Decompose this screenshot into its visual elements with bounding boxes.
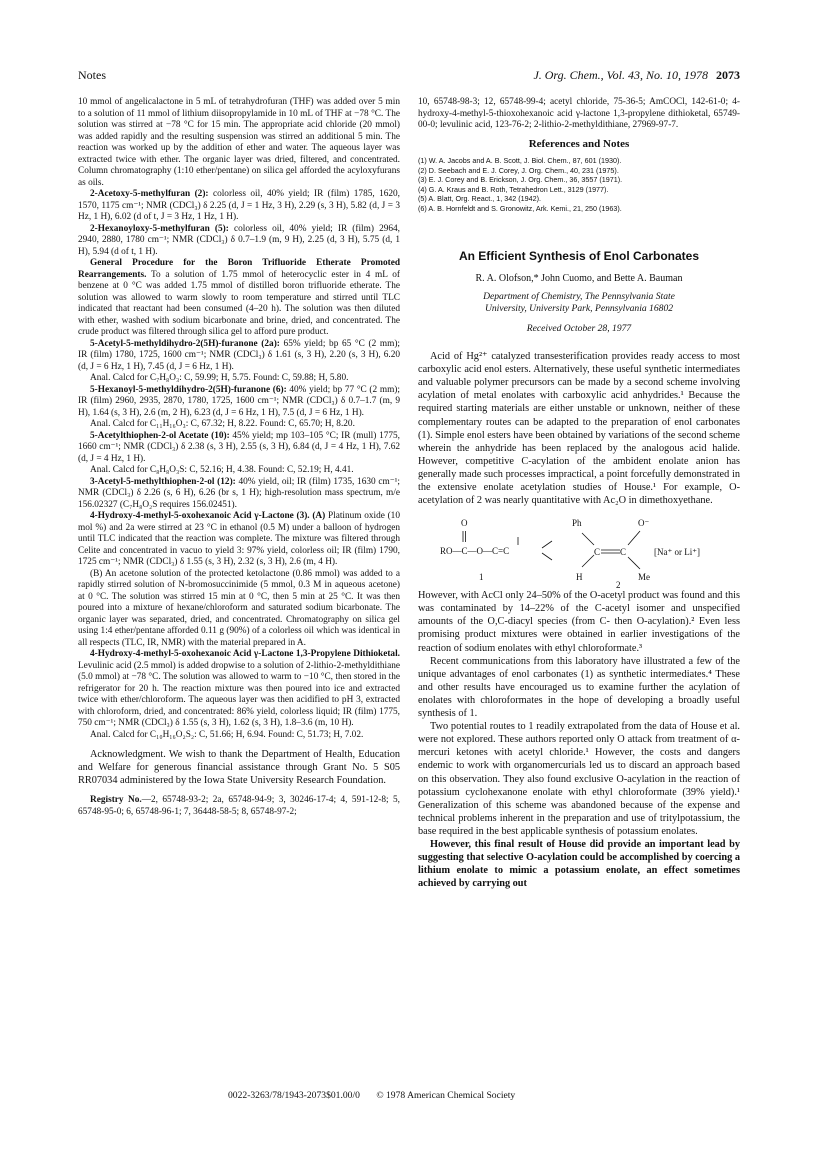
analysis-6: Anal. Calcd for C₁₁H₁₆O₃: C, 67.32; H, 8.22. Found: C, 65.70; H, 8.20. — [90, 419, 355, 429]
body-paragraph: Acid of Hg²⁺ catalyzed transesterification provides ready access to most carboxylic acid enol esters. Alternatively, these useful synthetic intermediates and valuable polymer precursors can be made by a second scheme involving acylation of metal enolates with carboxylic acid anhydrides.¹ Because the required starting materials are either unstable or unknown, neither of these complementary routes can be adapted to the preparation of enol carbonates (1). Simple enol esters have been obtained by variations of the second scheme wherein the anhydride has been replaced by the analogous acid halide. However, competitive C-acylation of the ambident enolate anion has generally made such processes impractical, a point forcefully demonstrated in the extensive enolate acetylation studies of House.¹ For example, O-acetylation of 2 was nearly quantitative with Ac₂O in dimethoxyethane. — [418, 351, 740, 507]
compound-2: 2-Acetoxy-5-methylfuran (2): colorless oil, 40% yield; IR (film) 1785, 1620, 1570, 1175 cm⁻¹; NMR (CDCl₃) δ 2.25 (d, J = 1 Hz, 3 H), 2.29 (s, 3 H), 5.82 (d, J = 3 Hz, 1 H), 6.02 (d of t, J = 3 Hz, 1 Hz, 1 H). — [78, 189, 401, 222]
registry-numbers: Registry No.—2, 65748-93-2; 2a, 65748-94-9; 3, 30246-17-4; 4, 591-12-8; 5, 65748-95-0; 6, 65748-96-1; 7, 36448-58-5; 8, 65748-97-2; — [78, 795, 400, 817]
article-body — [418, 350, 740, 890]
procedure-paragraph: 10 mmol of angelicalactone in 5 mL of tetrahydrofuran (THF) was added over 5 min to a solution of 11 mmol of lithium diisopropylamide in 10 mL of THF at −78 °C. The solution was stirred at −78 °C for 15 min. The appropriate acid chloride (20 mmol) was added rapidly and the resulting suspension was stirred an additional 5 min. The reaction was worked up by the addition of ether and water. The aqueous layer was extracted twice with ether. The organic layer was dried, filtered, and concentrated. Column chromatography (1:10 ether/pentane) on silica gel afforded the acyloxyfurans as oils. — [78, 97, 400, 188]
affiliation-line: University, University Park, Pennsylvania 16802 — [484, 302, 674, 314]
carbon-atom: C — [594, 547, 601, 558]
right-column — [418, 97, 740, 890]
references-list — [418, 156, 740, 214]
references-heading: References and Notes — [528, 137, 630, 150]
enolate-oxygen: O⁻ — [638, 518, 650, 529]
phenyl-label: Ph — [572, 518, 582, 529]
body-paragraph: However, with AcCl only 24–50% of the O-acetyl product was found and this was contaminated by 14–22% of the C-acetyl isomer and unspecified amounts of the O,C-diacyl species (from C- then O-acylation).² Even less promising product mixtures were obtained in earlier investigations of the reaction of sodium enolates with ethyl chloroformate.³ — [418, 590, 740, 654]
reference-item: (4) G. A. Kraus and B. Roth, Tetrahedron Lett., 3129 (1977). — [418, 184, 609, 194]
page-header — [78, 68, 740, 84]
methyl-label: Me — [638, 572, 650, 583]
hydrogen-label: H — [576, 572, 583, 583]
carbonyl-oxygen: O — [461, 518, 468, 529]
structure-1-label: 1 — [479, 572, 484, 583]
article-authors: R. A. Olofson,* John Cuomo, and Bette A. Bauman — [475, 273, 683, 285]
dithioketal-procedure: 4-Hydroxy-4-methyl-5-oxohexanoic Acid γ-Lactone 1,3-Propylene Dithioketal. Levulinic acid (2.5 mmol) is added dropwise to a solution of 2-lithio-2-methyldithiane (5.0 mmol) at −78 °C. The solution was allowed to warm to −10 °C, then stored in the refrigerator for 20 h. The reaction mixture was then poured into ice and extracted twice with ether/chloroform. The aqueous layer was then acidified to pH 3, extracted with chloroform, dried, and concentrated: 86% yield, colorless liquid; IR (film) 1775, 750 cm⁻¹; NMR (CDCl₃) δ 1.55 (s, 3 H), 1.62 (s, 3 H), 1.8–3.6 (m, 10 H). — [78, 649, 400, 728]
reference-item: (2) D. Seebach and E. J. Corey, J. Org. Chem., 40, 231 (1975). — [418, 165, 619, 175]
structure-2-label: 2 — [616, 580, 621, 591]
analysis-10: Anal. Calcd for C₈H₈O₃S: C, 52.16; H, 4.38. Found: C, 52.19; H, 4.41. — [90, 465, 354, 475]
registry-continuation: 10, 65748-98-3; 12, 65748-99-4; acetyl chloride, 75-36-5; AmCOCl, 142-61-0; 4-hydroxy-4-methyl-5-thioxohexanoic acid γ-lactone 1,3-propylene dithioketal, 65749-00-0; levulinic acid, 123-76-2; 2-lithio-2-methyldithiane, 27969-97-7. — [418, 97, 740, 130]
body-paragraph: Recent communications from this laboratory have illustrated a few of the unique advantages of enol carbonates (1) as synthetic intermediates.⁴ These and other results have encouraged us to examine further the acylation of enolates with chloroformates in the hope of developing a broadly useful synthesis of 1. — [418, 655, 740, 720]
compound-3-method-a: 4-Hydroxy-4-methyl-5-oxohexanoic Acid γ-Lactone (3). (A) Platinum oxide (10 mol %) and 2a were stirred at 23 °C in ethanol (0.5 M) under a balloon of hydrogen until TLC indicated that the reaction was complete. The mixture was filtered through Celite and concentrated in vacuo to yield 3: 97% yield, colorless oil; IR (film) 1790, 1725 cm⁻¹; NMR (CDCl₃) δ 1.55 (s, 3 H), 2.32 (s, 3 H), 2.6 (m, 4 H). — [78, 511, 400, 567]
page-number: 2073 — [716, 68, 740, 82]
article-affiliation — [418, 291, 740, 315]
compound-6: 5-Hexanoyl-5-methyldihydro-2(5H)-furanone (6): 40% yield; bp 77 °C (2 mm); IR (film) 2960, 2935, 2870, 1780, 1725, 1600 cm⁻¹; NMR (CDCl₃) δ 0.7–1.7 (m, 9 H), 1.64 (s, 3 H), 2.6 (m, 2 H), 6.23 (d, J = 6 Hz, 1 H), 7.5 (d, J = 6 Hz, 1 H). — [78, 384, 400, 418]
journal-name: J. Org. Chem., Vol. 43, No. 10, 1978 — [533, 68, 708, 82]
page-footer — [228, 1090, 529, 1101]
copyright-notice: © 1978 American Chemical Society — [376, 1090, 516, 1101]
analysis-dithioketal: Anal. Calcd for C₁₀H₁₆O₂S₂: C, 51.66; H, 6.94. Found: C, 51.73; H, 7.02. — [90, 729, 364, 740]
reference-item: (3) E. J. Corey and B. Erickson, J. Org. Chem., 36, 3557 (1971). — [418, 175, 623, 185]
section-label: Notes — [78, 68, 106, 82]
left-column — [78, 97, 400, 818]
general-procedure: General Procedure for the Boron Trifluoride Etherate Promoted Rearrangements. To a solution of 1.75 mmol of heterocyclic ester in 4 mL of benzene at 0 °C was added 1.75 mmol of distilled boron trifluoride etherate. The solution was allowed to warm slowly to room temperature and stirred until TLC indicated that reactant had been consumed (4–20 h). The solution was then diluted with ether, washed with sodium bicarbonate and brine, dried, and concentrated. The crude product was filtered through silica gel to afford pure product. — [78, 258, 400, 337]
compound-2a: 5-Acetyl-5-methyldihydro-2(5H)-furanone (2a): 65% yield; bp 65 °C (2 mm); IR (film) 1780, 1725, 1600 cm⁻¹; NMR (CDCl₃) δ 1.61 (s, 3 H), 2.20 (s, 3 H), 6.20 (d, J = 6 Hz, 1 H), 7.45 (d, J = 6 Hz, 1 H). — [78, 338, 401, 372]
affiliation-line: Department of Chemistry, The Pennsylvania State — [483, 290, 675, 302]
reference-item: (1) W. A. Jacobs and A. B. Scott, J. Biol. Chem., 87, 601 (1930). — [418, 156, 622, 165]
reference-item: (6) A. B. Hornfeldt and S. Gronowitz, Ark. Kemi., 21, 250 (1963). — [418, 203, 622, 213]
chemical-structures — [418, 511, 740, 589]
carbon-atom: C — [620, 547, 627, 558]
compound-3-method-b: (B) An acetone solution of the protected ketolactone (0.86 mmol) was added to a rapidly stirred solution of N-bromosuccinimide (5 mmol, 0.3 M in aqueous acetone) at 0 °C. The solution was stirred 15 min at 0 °C, then 5 min at 25 °C. It was then poured into a mixture of hexane/chloroform and saturated sodium bicarbonate. The organic layer was separated, dried, and concentrated. Chromatography on silica gel using 1:4 ether/pentane afforded 0.11 g (90%) of a colorless oil which was identical in all respects (TLC, IR, NMR) with the material prepared in A. — [78, 568, 400, 648]
compound-5: 2-Hexanoyloxy-5-methylfuran (5): colorless oil, 40% yield; IR (film) 2964, 2940, 2880, 1780 cm⁻¹; NMR (CDCl₃) δ 0.7–1.9 (m, 9 H), 2.25 (d, 3 H), 5.75 (d, 1 H), 5.94 (d of t, 1 H). — [78, 223, 400, 257]
reference-item: (5) A. Blatt, Org. React., 1, 342 (1942). — [418, 194, 542, 204]
article-code: 0022-3263/78/1943-2073$01.00/0 — [228, 1090, 360, 1101]
body-paragraph: Two potential routes to 1 readily extrapolated from the data of House et al. were not explored. These authors reported only O attack from treatment of α-mercuri ketones with acetyl chloride.¹ However, the costs and dangers endemic to work with organomercurials led us to discard an approach based on this observation. They also found exclusive O-acylation in the reaction of potassium cyclohexanone enolate with ethyl chloroformate (39% yield).¹ Generalization of this scheme was abandoned because of the expense and technical problems inherent in the preparation and use of tritylpotassium, the base required in the best applicable synthesis of potassium enolates. — [418, 721, 740, 837]
compound-12: 3-Acetyl-5-methylthiophen-2-ol (12): 40% yield, oil; IR (film) 1735, 1630 cm⁻¹; NMR (CDCl₃) δ 2.26 (s, 6 H), 6.26 (br s, 1 H); high-resolution mass spectrum, m/e 156.02327 (C₇H₈O₂S requires 156.02451). — [78, 476, 400, 510]
received-date: Received October 28, 1977 — [526, 322, 632, 334]
structure-1-formula: RO—C—O—C=C — [440, 546, 510, 557]
counterion-label: [Na⁺ or Li⁺] — [654, 547, 700, 558]
analysis-2a: Anal. Calcd for C₇H₈O₃: C, 59.99; H, 5.75. Found: C, 59.88; H, 5.80. — [90, 373, 349, 383]
compound-10: 5-Acetylthiophen-2-ol Acetate (10): 45% yield; mp 103–105 °C; IR (mull) 1775, 1660 cm⁻¹; NMR (CDCl₃) δ 2.38 (s, 3 H), 2.55 (s, 3 H), 6.84 (d, J = 4 Hz, 1 H), 7.62 (d, J = 4 Hz, 1 H). — [78, 430, 400, 464]
article-title: An Efficient Synthesis of Enol Carbonates — [458, 248, 700, 263]
journal-citation — [533, 68, 740, 83]
body-paragraph: However, this final result of House did provide an important lead by suggesting that selective O-acylation could be accomplished by coercing a lithium enolate to mimic a potassium enolate, an effect sometimes achieved by carrying out — [418, 838, 740, 890]
acknowledgment: Acknowledgment. We wish to thank the Department of Health, Education and Welfare for generous financial assistance through Grant No. 5 S05 RR07034 administered by the Iowa State University Research Foundation. — [78, 749, 400, 786]
